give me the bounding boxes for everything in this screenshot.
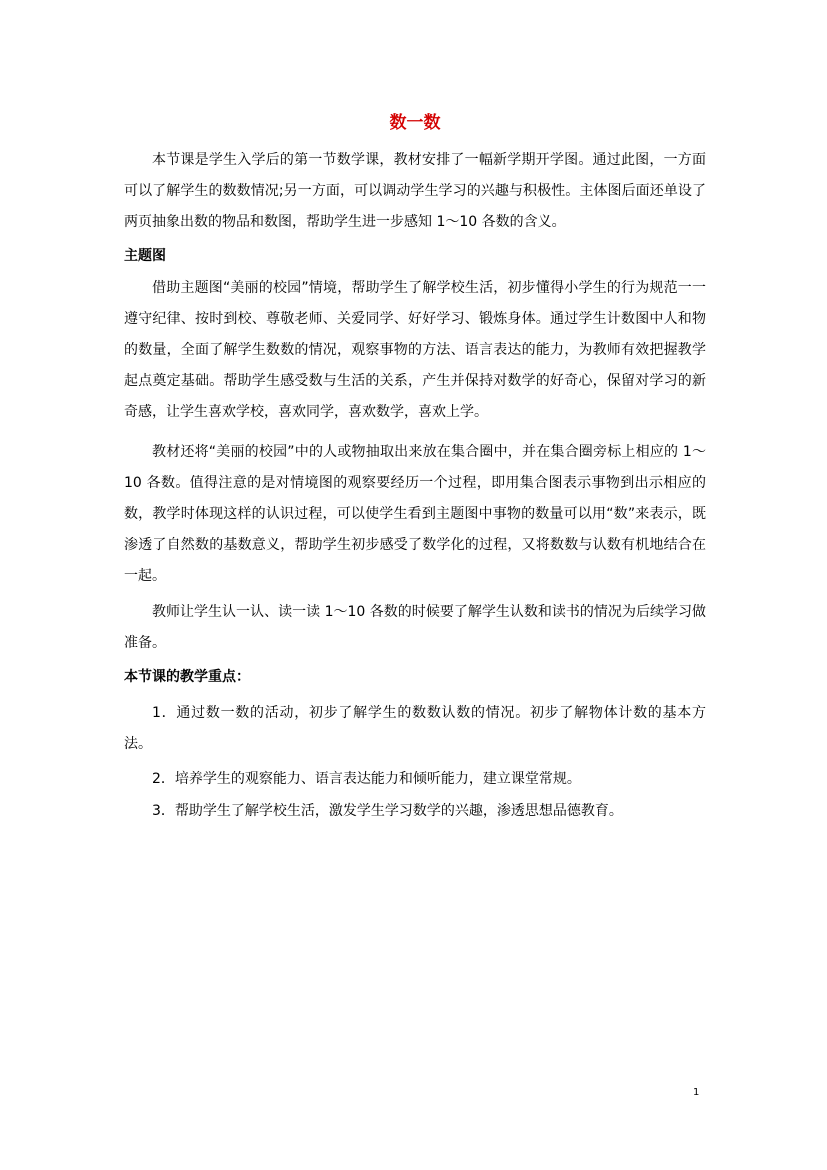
- focus-heading: 本节课的教学重点：: [124, 669, 250, 685]
- page-number: 1: [693, 1087, 700, 1098]
- section-heading: 主题图: [124, 248, 166, 264]
- focus-item: 2．培养学生的观察能力、语言表达能力和倾听能力，建立课堂常规。: [152, 771, 581, 787]
- paragraph-reading-numbers: 教师让学生认一认、读一读 1～10 各数的时候要了解学生认数和读书的情况为后续学习做准备。: [124, 604, 706, 651]
- paragraph-theme-picture: 借助主题图“美丽的校园”情境，帮助学生了解学校生活，初步懂得小学生的行为规范一一遵守纪律、按时到校、尊敬老师、关爱同学、好好学习、锻炼身体。通过学生计数图中人和物的数量，全面了解学生数数的情况，观察事物的方法、语言表达的能力，为教师有效把握教学起点奠定基础。帮助学生感受数与生活的关系，产生并保持对数学的好奇心，保留对学习的新奇感，让学生喜欢学校，喜欢同学，喜欢数学，喜欢上学。: [124, 280, 706, 420]
- focus-item: 3．帮助学生了解学校生活，激发学生学习数学的兴趣，渗透思想品德教育。: [152, 803, 623, 819]
- paragraph-collection-circles: 教材还将“美丽的校园”中的人或物抽取出来放在集合圈中，并在集合圈旁标上相应的 1～10 各数。值得注意的是对情境图的观察要经历一个过程，即用集合图表示事物到出示相应的数，教学时体现这样的认识过程，可以使学生看到主题图中事物的数量可以用“数”来表示，既渗透了自然数的基数意义，帮助学生初步感受了数学化的过程，又将数数与认数有机地结合在一起。: [124, 444, 706, 584]
- page-title: 数一数: [389, 113, 441, 133]
- focus-item: 1．通过数一数的活动，初步了解学生的数数认数的情况。初步了解物体计数的基本方法。: [124, 705, 706, 752]
- intro-paragraph: 本节课是学生入学后的第一节数学课，教材安排了一幅新学期开学图。通过此图，一方面可以了解学生的数数情况;另一方面，可以调动学生学习的兴趣与积极性。主体图后面还单设了两页抽象出数的物品和数图，帮助学生进一步感知 1～10 各数的含义。: [124, 152, 706, 230]
